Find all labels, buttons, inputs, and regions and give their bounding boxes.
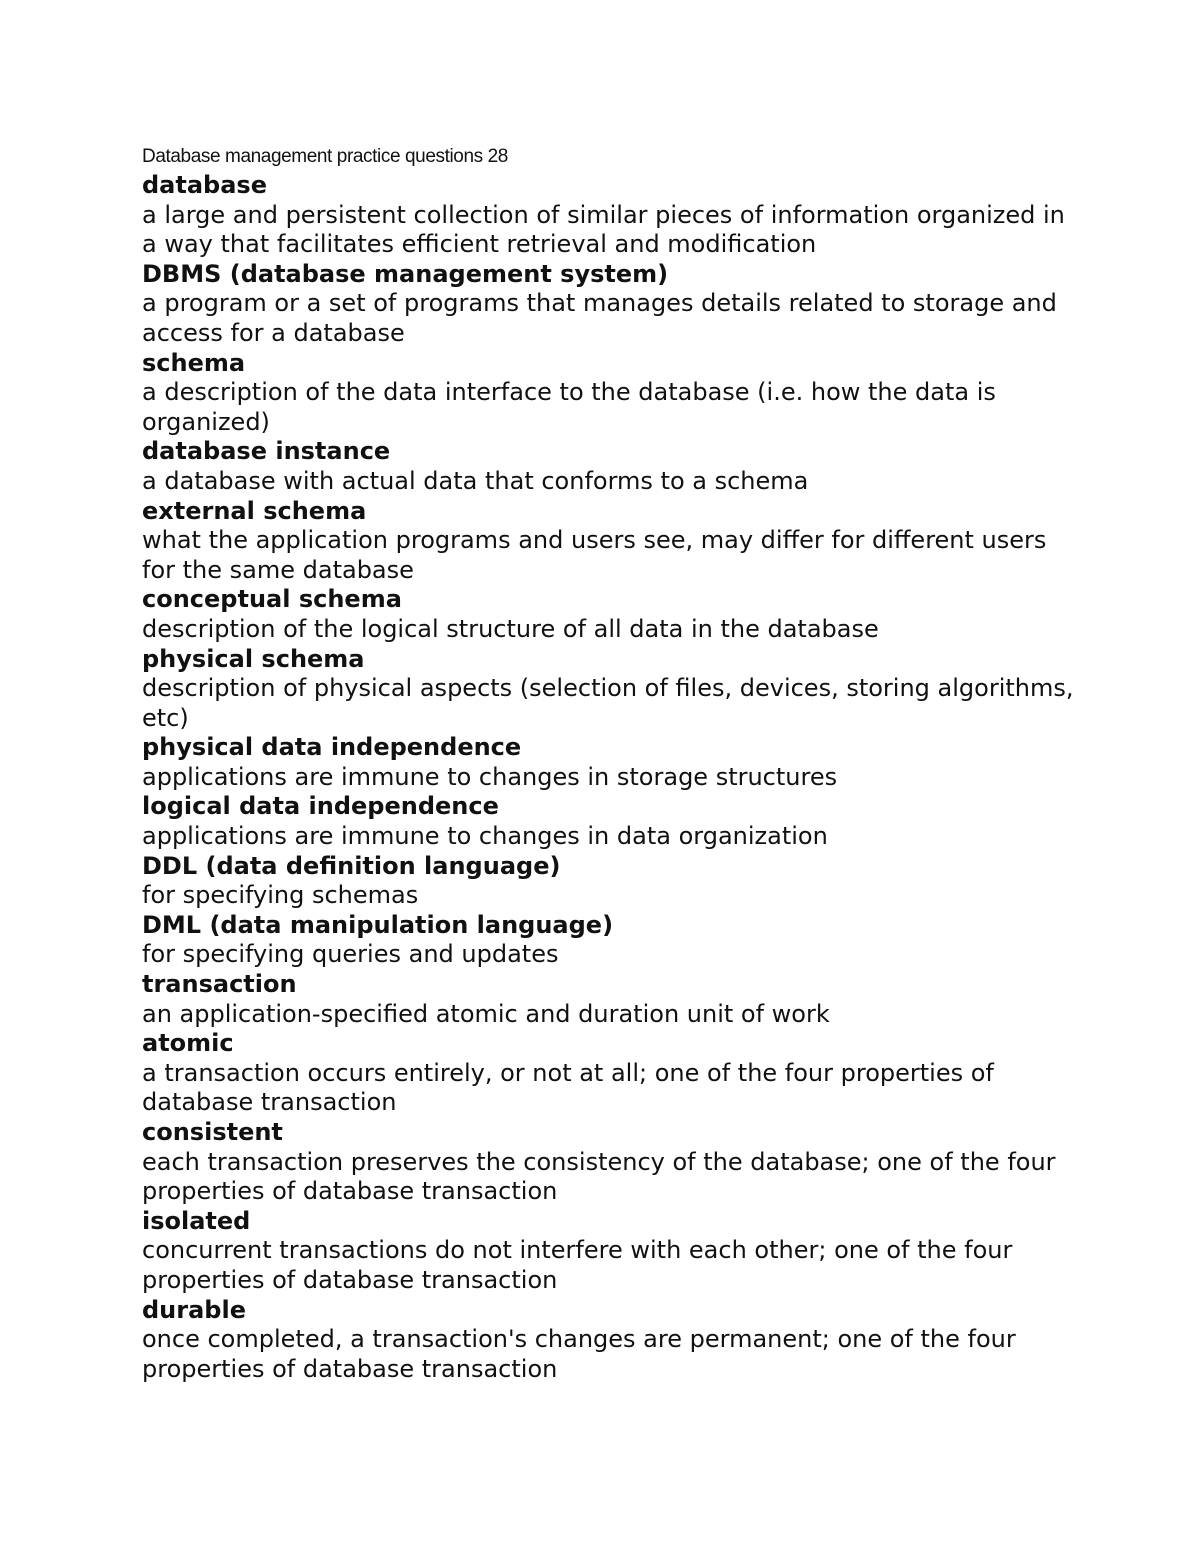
- glossary-entry: [142, 1207, 1102, 1296]
- glossary-entry: [142, 911, 1102, 970]
- glossary-entry: [142, 733, 1102, 792]
- glossary-definition: description of physical aspects (selection of files, devices, storing algorithms, etc): [142, 674, 1074, 732]
- glossary-definition: what the application programs and users see, may differ for different users for the same database: [142, 526, 1047, 584]
- glossary-term: external schema: [142, 496, 367, 525]
- glossary-term: database instance: [142, 437, 391, 466]
- glossary-definition: for specifying schemas: [142, 881, 419, 910]
- glossary-entry: [142, 497, 1102, 586]
- glossary-definition: once completed, a transaction's changes are permanent; one of the four properties of database transaction: [142, 1325, 1016, 1383]
- glossary-definition: a transaction occurs entirely, or not at all; one of the four properties of database transaction: [142, 1058, 994, 1117]
- glossary-entry: [142, 792, 1102, 851]
- glossary-term: physical schema: [142, 644, 365, 673]
- glossary-term: DML (data manipulation language): [142, 910, 614, 939]
- glossary-definition: each transaction preserves the consistency of the database; one of the four properties of database transaction: [142, 1147, 1056, 1206]
- glossary-term: physical data independence: [142, 733, 522, 762]
- glossary-entry: [142, 645, 1102, 734]
- glossary-definition: a database with actual data that conforms to a schema: [142, 466, 809, 495]
- glossary-term: transaction: [142, 970, 297, 999]
- glossary-entry: [142, 171, 1102, 260]
- glossary-term: isolated: [142, 1206, 251, 1235]
- glossary-definition: concurrent transactions do not interfere with each other; one of the four properties of database transaction: [142, 1236, 1013, 1294]
- glossary-entry: [142, 437, 1102, 496]
- document-title: Database management practice questions 28: [142, 146, 508, 167]
- glossary-term: conceptual schema: [142, 585, 402, 614]
- glossary-term: schema: [142, 348, 246, 377]
- glossary-term: logical data independence: [142, 792, 499, 821]
- glossary-definition: applications are immune to changes in data organization: [142, 822, 828, 851]
- glossary-entry: [142, 852, 1102, 911]
- glossary-definition: a large and persistent collection of similar pieces of information organized in a way that facilitates efficient retrieval and modification: [142, 200, 1065, 259]
- glossary-definition: an application-specified atomic and duration unit of work: [142, 999, 830, 1028]
- glossary-definition: description of the logical structure of all data in the database: [142, 614, 879, 643]
- document-body: [142, 142, 1102, 1384]
- glossary-entry: [142, 970, 1102, 1029]
- glossary-entry: [142, 260, 1102, 349]
- glossary-entry: [142, 1296, 1102, 1385]
- glossary-entry: [142, 1029, 1102, 1118]
- glossary-term: consistent: [142, 1118, 283, 1146]
- glossary-term: DDL (data definition language): [142, 851, 561, 880]
- glossary-definition: applications are immune to changes in storage structures: [142, 762, 838, 791]
- glossary-entry: [142, 1118, 1102, 1207]
- glossary-term: atomic: [142, 1029, 234, 1058]
- glossary-definition: for specifying queries and updates: [142, 940, 559, 969]
- glossary-definition: a program or a set of programs that manages details related to storage and access for a database: [142, 289, 1057, 347]
- glossary-term: database: [142, 171, 267, 199]
- glossary-entry: [142, 585, 1102, 644]
- glossary-term: DBMS (database management system): [142, 259, 669, 288]
- glossary-definition: a description of the data interface to the database (i.e. how the data is organized): [142, 378, 996, 436]
- glossary-term: durable: [142, 1295, 246, 1324]
- glossary-entry: [142, 349, 1102, 438]
